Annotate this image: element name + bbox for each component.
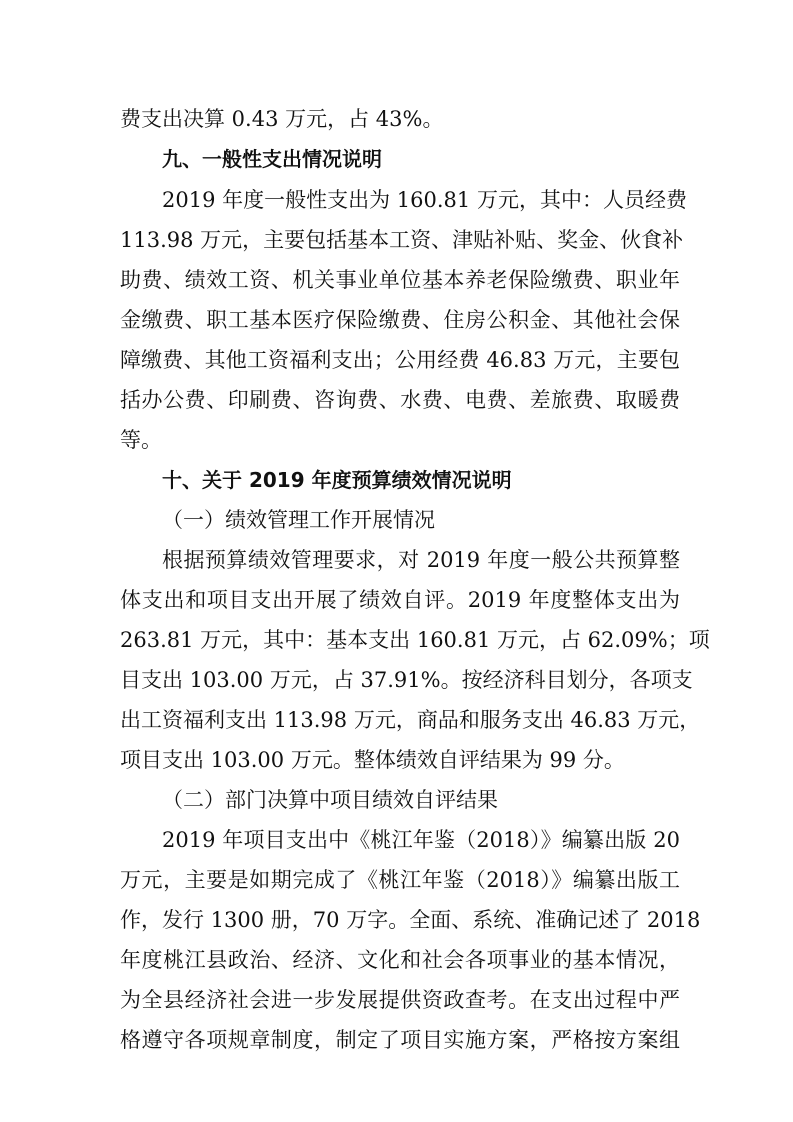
paragraph-line: 助费、绩效工资、机关事业单位基本养老保险缴费、职业年 [120,268,680,292]
paragraph-line: 万元，主要是如期完成了《桃江年鉴（2018）》编纂出版工 [120,868,680,892]
paragraph-line: 根据预算绩效管理要求，对 2019 年度一般公共预算整 [162,548,680,572]
paragraph-line: 为全县经济社会进一步发展提供资政查考。在支出过程中严 [120,988,680,1012]
paragraph-line: 体支出和项目支出开展了绩效自评。2019 年度整体支出为 [120,588,680,612]
paragraph-line: 2019 年度一般性支出为 160.81 万元，其中：人员经费 [162,188,687,212]
paragraph-line: 2019 年项目支出中《桃江年鉴（2018）》编纂出版 20 [162,828,680,852]
paragraph-line: 障缴费、其他工资福利支出；公用经费 46.83 万元，主要包 [120,348,680,372]
paragraph-line: 等。 [120,428,162,452]
paragraph-line: 113.98 万元，主要包括基本工资、津贴补贴、奖金、伙食补 [120,228,684,252]
subsection-heading-2: （二）部门决算中项目绩效自评结果 [162,788,498,812]
subsection-heading-1: （一）绩效管理工作开展情况 [162,508,435,532]
paragraph-line: 目支出 103.00 万元，占 37.91%。按经济科目划分，各项支 [120,668,693,692]
paragraph-line: 263.81 万元，其中：基本支出 160.81 万元，占 62.09%；项 [120,628,710,652]
section-heading-9: 九、一般性支出情况说明 [162,147,382,171]
paragraph-line: 格遵守各项规章制度，制定了项目实施方案，严格按方案组 [120,1028,680,1052]
paragraph-line: 年度桃江县政治、经济、文化和社会各项事业的基本情况， [120,948,680,972]
paragraph-line: 项目支出 103.00 万元。整体绩效自评结果为 99 分。 [120,748,625,772]
paragraph-line: 费支出决算 0.43 万元，占 43%。 [120,107,444,131]
paragraph-line: 出工资福利支出 113.98 万元，商品和服务支出 46.83 万元， [120,708,701,732]
paragraph-line: 作，发行 1300 册，70 万字。全面、系统、准确记述了 2018 [120,908,701,932]
paragraph-line: 括办公费、印刷费、咨询费、水费、电费、差旅费、取暖费 [120,388,680,412]
section-heading-10: 十、关于 2019 年度预算绩效情况说明 [162,468,512,492]
paragraph-line: 金缴费、职工基本医疗保险缴费、住房公积金、其他社会保 [120,308,680,332]
